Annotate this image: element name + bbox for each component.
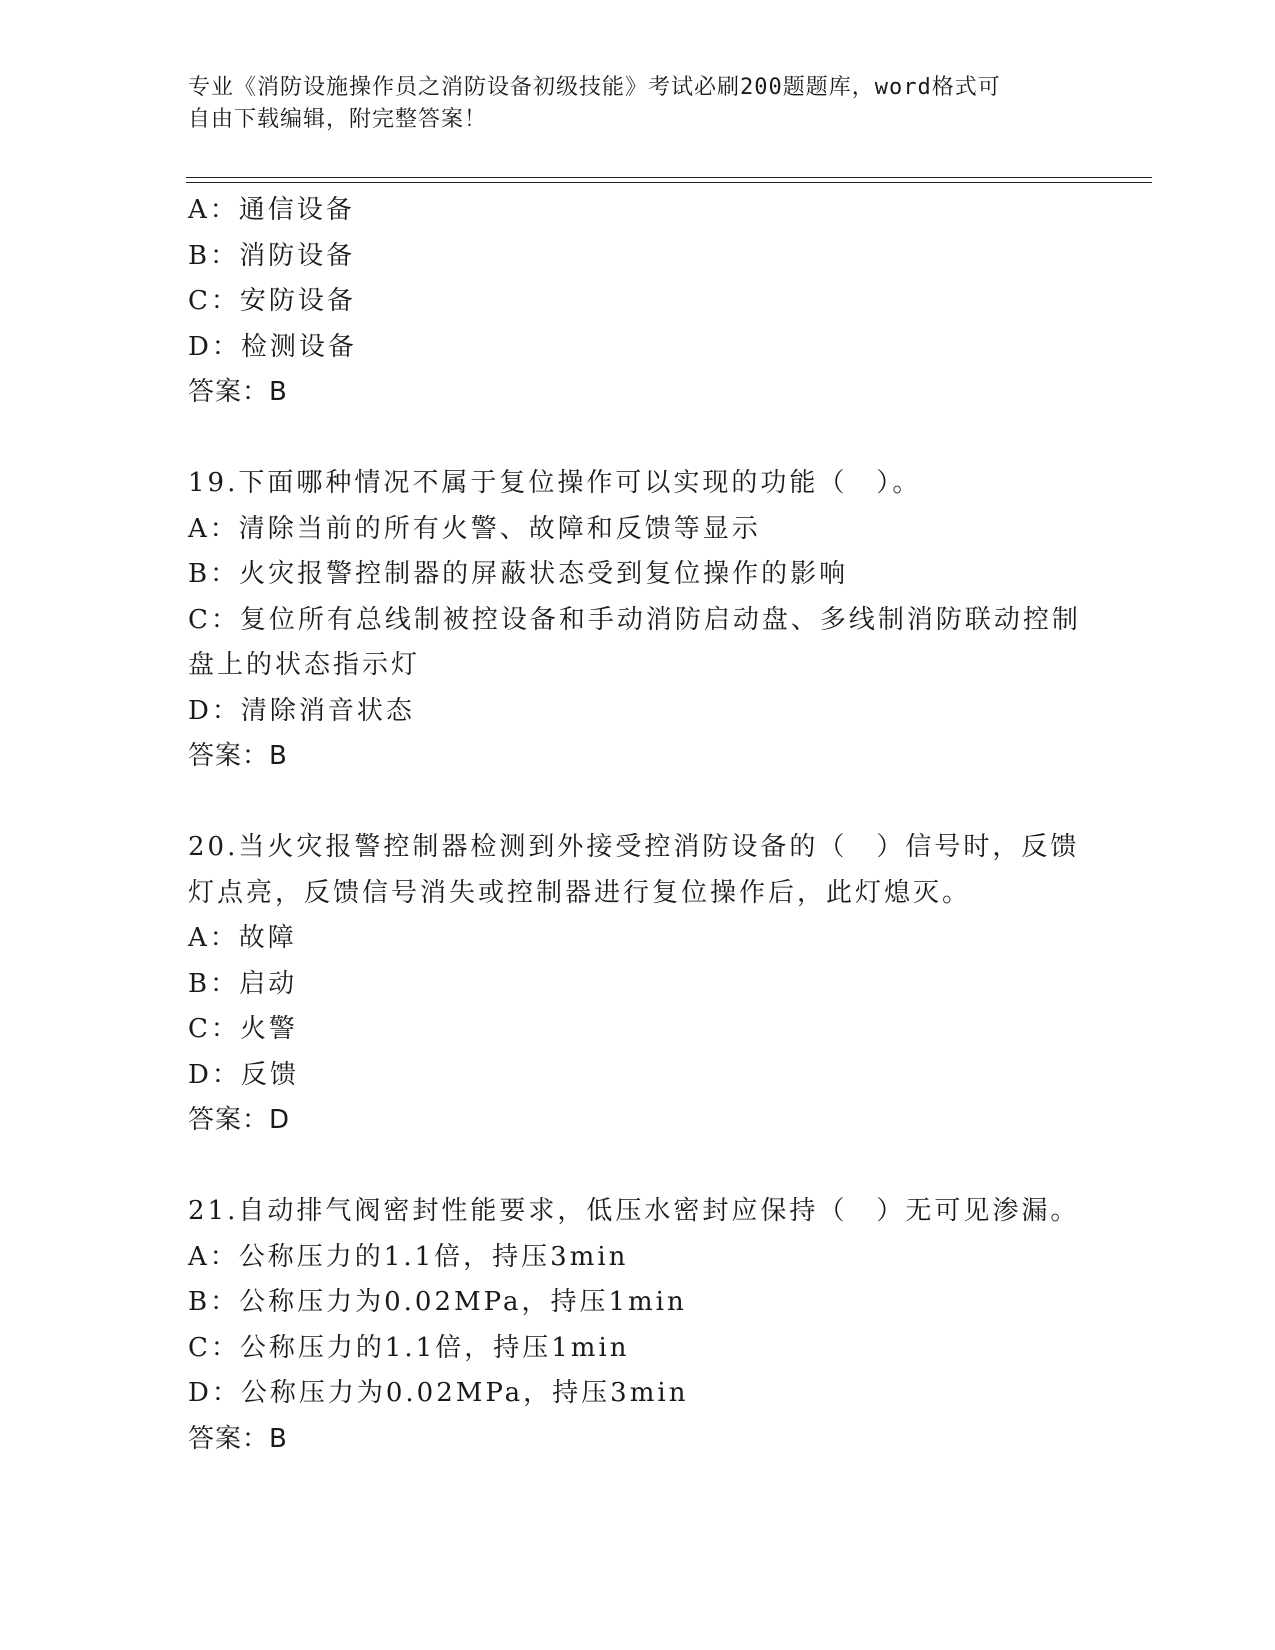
option-d: D：清除消音状态: [188, 695, 415, 726]
document-header: [188, 72, 1068, 136]
option-c: C：安防设备: [188, 286, 356, 316]
question-stem: 21.自动排气阀密封性能要求，低压水密封应保持（ ）无可见渗漏。: [188, 1196, 1080, 1226]
question-20: [188, 825, 1088, 1144]
option-b: B：火灾报警控制器的屏蔽状态受到复位操作的影响: [188, 559, 849, 589]
option-b: B：公称压力为0.02MPa，持压1min: [188, 1287, 687, 1317]
answer: 答案：D: [188, 1105, 291, 1135]
option-c: C：火警: [188, 1014, 298, 1044]
question-stem: 20.当火灾报警控制器检测到外接受控消防设备的（ ）信号时，反馈: [188, 832, 1080, 862]
option-d: D：检测设备: [188, 331, 357, 362]
option-c: C：复位所有总线制被控设备和手动消防启动盘、多线制消防联动控制: [188, 604, 1081, 635]
question-list: [188, 188, 1088, 1462]
header-line-1: 专业《消防设施操作员之消防设备初级技能》考试必刷200题题库，word格式可: [188, 75, 1001, 100]
question-19: [188, 461, 1088, 780]
option-c: C：公称压力的1.1倍，持压1min: [188, 1332, 630, 1363]
option-b: B：启动: [188, 968, 298, 999]
option-c-continued: 盘上的状态指示灯: [188, 650, 421, 680]
option-a: A：清除当前的所有火警、故障和反馈等显示: [188, 513, 761, 544]
question-18-partial: [188, 188, 1088, 416]
question-21: [188, 1189, 1088, 1462]
option-d: D：反馈: [188, 1059, 299, 1090]
header-divider-bottom: [186, 182, 1152, 183]
question-stem-continued: 灯点亮，反馈信号消失或控制器进行复位操作后，此灯熄灭。: [188, 877, 972, 908]
header-divider-top: [186, 177, 1152, 178]
answer: 答案：B: [188, 1423, 288, 1454]
option-a: A：公称压力的1.1倍，持压3min: [188, 1241, 629, 1272]
option-d: D：公称压力为0.02MPa，持压3min: [188, 1378, 689, 1408]
question-stem: 19.下面哪种情况不属于复位操作可以实现的功能（ ）。: [188, 468, 922, 498]
option-b: B：消防设备: [188, 240, 356, 271]
option-a: A：通信设备: [188, 195, 355, 225]
answer: 答案：B: [188, 741, 288, 771]
header-line-2: 自由下载编辑，附完整答案！: [188, 107, 488, 132]
option-a: A：故障: [188, 923, 297, 953]
answer: 答案：B: [188, 377, 288, 407]
